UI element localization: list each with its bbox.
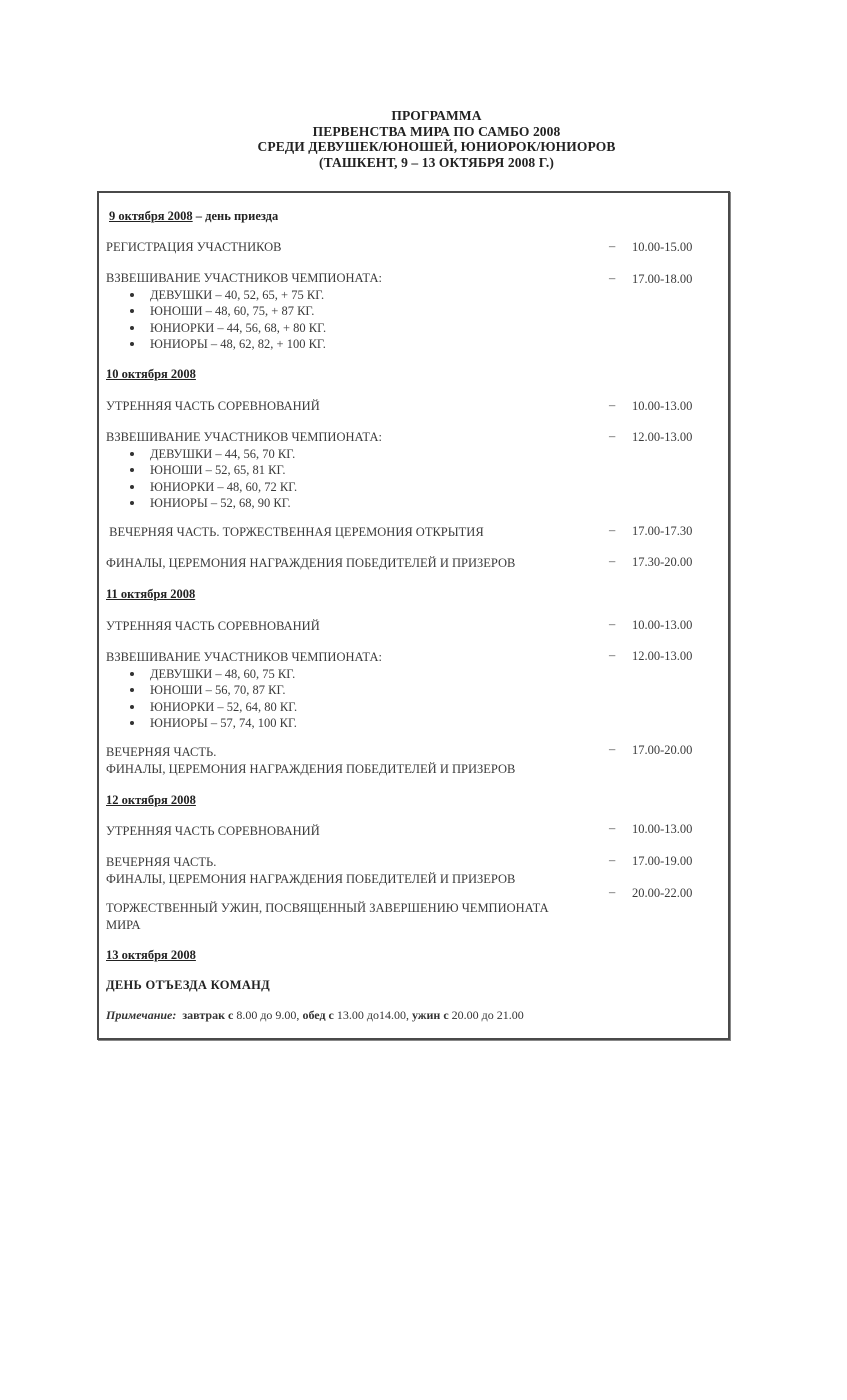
- item-line: ТОРЖЕСТВЕННЫЙ УЖИН, ПОСВЯЩЕННЫЙ ЗАВЕРШЕНИЮ ЧЕМПИОНАТА: [106, 901, 549, 915]
- schedule-item-morning-11: УТРЕННЯЯ ЧАСТЬ СОРЕВНОВАНИЙ: [106, 619, 320, 633]
- schedule-frame: [97, 191, 730, 1040]
- header-categories: СРЕДИ ДЕВУШЕК/ЮНОШЕЙ, ЮНИОРОК/ЮНИОРОВ: [257, 139, 616, 154]
- time-dash: –: [609, 523, 616, 537]
- item-title: ВЗВЕШИВАНИЕ УЧАСТНИКОВ ЧЕМПИОНАТА:: [106, 430, 382, 444]
- time-dash: –: [609, 398, 616, 412]
- header-location-dates: (ТАШКЕНТ, 9 – 13 ОКТЯБРЯ 2008 Г.): [319, 154, 554, 170]
- bullet-icon: [130, 721, 134, 725]
- schedule-item-weighing-11: [106, 649, 382, 732]
- bullet-icon: [130, 342, 134, 346]
- list-item: ЮНИОРЫ – 57, 74, 100 КГ.: [106, 715, 382, 732]
- list-item: ДЕВУШКИ – 44, 56, 70 КГ.: [106, 446, 382, 463]
- schedule-item-weighing-10: [106, 429, 382, 512]
- weight-list: [106, 446, 382, 512]
- weight-list: [106, 666, 382, 732]
- list-item: ЮНИОРКИ – 44, 56, 68, + 80 КГ.: [106, 320, 382, 337]
- item-line: ФИНАЛЫ, ЦЕРЕМОНИЯ НАГРАЖДЕНИЯ ПОБЕДИТЕЛЕЙ И ПРИЗЕРОВ: [106, 871, 516, 886]
- departure-day: ДЕНЬ ОТЪЕЗДА КОМАНД: [106, 978, 271, 992]
- document-header: [0, 108, 847, 170]
- item-time: 12.00-13.00: [632, 649, 693, 663]
- list-item: ЮНОШИ – 48, 60, 75, + 87 КГ.: [106, 303, 382, 320]
- list-item: ЮНИОРКИ – 52, 64, 80 КГ.: [106, 699, 382, 716]
- schedule-item-evening-11: [106, 744, 515, 777]
- day-heading-9: [109, 209, 278, 224]
- list-item: ДЕВУШКИ – 48, 60, 75 КГ.: [106, 666, 382, 683]
- item-time: 17.00-18.00: [632, 272, 693, 286]
- day-heading-12: 12 октября 2008: [106, 793, 196, 807]
- meal-note: Примечание: завтрак с 8.00 до 9.00, обед с 13.00 до14.00, ужин с 20.00 до 21.00: [106, 1008, 524, 1022]
- note-label: Примечание:: [106, 1008, 177, 1022]
- weight-list: [106, 287, 382, 353]
- day-suffix: – день приезда: [192, 209, 279, 223]
- bullet-icon: [130, 485, 134, 489]
- item-time: 20.00-22.00: [632, 886, 693, 900]
- item-line: ВЕЧЕРНЯЯ ЧАСТЬ.: [106, 855, 217, 869]
- item-time: 10.00-15.00: [632, 240, 693, 254]
- item-time: 10.00-13.00: [632, 399, 693, 413]
- item-line: ФИНАЛЫ, ЦЕРЕМОНИЯ НАГРАЖДЕНИЯ ПОБЕДИТЕЛЕЙ И ПРИЗЕРОВ: [106, 761, 516, 776]
- day-heading-10: 10 октября 2008: [106, 367, 196, 381]
- time-dash: –: [609, 554, 616, 568]
- item-line: ВЕЧЕРНЯЯ ЧАСТЬ.: [106, 745, 217, 759]
- bullet-icon: [130, 705, 134, 709]
- schedule-item-morning-12: УТРЕННЯЯ ЧАСТЬ СОРЕВНОВАНИЙ: [106, 824, 320, 838]
- time-dash: –: [609, 239, 616, 253]
- item-title: ВЗВЕШИВАНИЕ УЧАСТНИКОВ ЧЕМПИОНАТА:: [106, 271, 382, 285]
- item-time: 17.00-17.30: [632, 524, 693, 538]
- header-title: ПРОГРАММА: [391, 108, 482, 123]
- schedule-item-registration: РЕГИСТРАЦИЯ УЧАСТНИКОВ: [106, 240, 282, 254]
- list-item: ЮНОШИ – 52, 65, 81 КГ.: [106, 462, 382, 479]
- day-heading-11: 11 октября 2008: [106, 587, 196, 601]
- bullet-icon: [130, 309, 134, 313]
- item-time: 17.00-19.00: [632, 854, 693, 868]
- time-dash: –: [609, 742, 616, 756]
- time-dash: –: [609, 429, 616, 443]
- schedule-item-evening-12: [106, 854, 515, 887]
- item-time: 17.00-20.00: [632, 743, 693, 757]
- item-line: МИРА: [106, 917, 141, 932]
- bullet-icon: [130, 501, 134, 505]
- list-item: ЮНОШИ – 56, 70, 87 КГ.: [106, 682, 382, 699]
- schedule-item-finals-10: ФИНАЛЫ, ЦЕРЕМОНИЯ НАГРАЖДЕНИЯ ПОБЕДИТЕЛЕЙ И ПРИЗЕРОВ: [106, 556, 516, 570]
- schedule-item-morning-10: УТРЕННЯЯ ЧАСТЬ СОРЕВНОВАНИЙ: [106, 399, 320, 413]
- schedule-item-gala-dinner: [106, 900, 549, 933]
- schedule-item-weighing-9: [106, 270, 382, 353]
- time-dash: –: [609, 821, 616, 835]
- list-item: ДЕВУШКИ – 40, 52, 65, + 75 КГ.: [106, 287, 382, 304]
- bullet-icon: [130, 688, 134, 692]
- header-event: ПЕРВЕНСТВА МИРА ПО САМБО 2008: [312, 123, 561, 139]
- item-time: 10.00-13.00: [632, 822, 693, 836]
- bullet-icon: [130, 326, 134, 330]
- list-item: ЮНИОРКИ – 48, 60, 72 КГ.: [106, 479, 382, 496]
- item-time: 12.00-13.00: [632, 430, 693, 444]
- day-date: 9 октября 2008: [109, 209, 193, 223]
- time-dash: –: [609, 885, 616, 899]
- bullet-icon: [130, 468, 134, 472]
- time-dash: –: [609, 648, 616, 662]
- time-dash: –: [609, 617, 616, 631]
- bullet-icon: [130, 452, 134, 456]
- bullet-icon: [130, 672, 134, 676]
- time-dash: –: [609, 853, 616, 867]
- day-heading-13: 13 октября 2008: [106, 948, 196, 962]
- item-title: ВЗВЕШИВАНИЕ УЧАСТНИКОВ ЧЕМПИОНАТА:: [106, 650, 382, 664]
- item-time: 10.00-13.00: [632, 618, 693, 632]
- time-dash: –: [609, 271, 616, 285]
- list-item: ЮНИОРЫ – 52, 68, 90 КГ.: [106, 495, 382, 512]
- item-time: 17.30-20.00: [632, 555, 693, 569]
- bullet-icon: [130, 293, 134, 297]
- schedule-item-evening-10: ВЕЧЕРНЯЯ ЧАСТЬ. ТОРЖЕСТВЕННАЯ ЦЕРЕМОНИЯ ОТКРЫТИЯ: [106, 525, 484, 539]
- list-item: ЮНИОРЫ – 48, 62, 82, + 100 КГ.: [106, 336, 382, 353]
